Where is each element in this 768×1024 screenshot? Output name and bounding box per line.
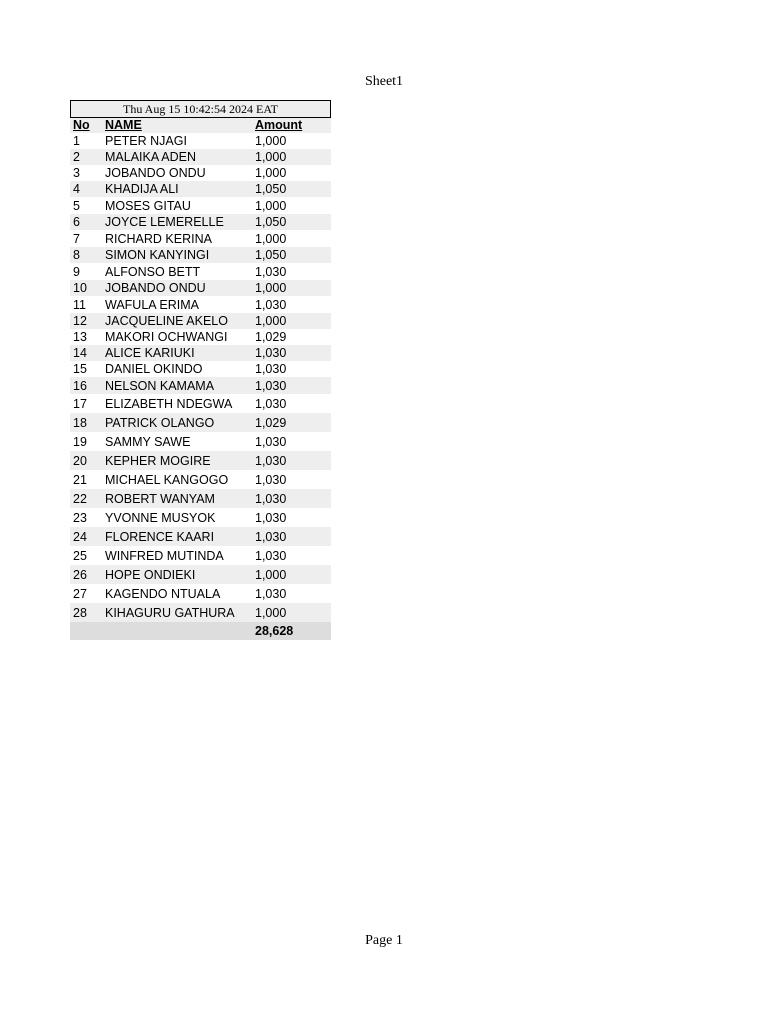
row-name-cell: ALICE KARIUKI [102,345,252,361]
table-row [70,345,331,361]
row-name-cell: MICHAEL KANGOGO [105,472,229,487]
row-amount-cell: 1,030 [255,362,287,376]
row-name-cell: PETER NJAGI [105,134,187,148]
row-amount-cell: 1,000 [255,198,287,213]
row-amount-cell: 1,030 [252,345,331,361]
row-name-cell: KHADIJA ALI [102,181,252,197]
timestamp-cell: Thu Aug 15 10:42:54 2024 EAT [70,100,331,118]
row-amount-cell: 1,000 [252,313,331,329]
table-row [70,133,331,149]
row-amount-cell: 1,000 [252,280,331,296]
table-body [70,133,331,622]
row-number-cell: 25 [73,548,87,563]
total-blank-cell [102,622,252,640]
row-name-cell: MOSES GITAU [105,198,191,213]
row-number-cell: 8 [70,247,102,263]
table-row [70,214,331,230]
table-row [70,527,331,546]
row-number-cell: 22 [70,489,102,508]
row-number-cell: 28 [70,603,102,622]
row-amount-cell: 1,000 [255,134,287,148]
table-row [70,165,331,181]
row-name-cell: JOYCE LEMERELLE [102,214,252,230]
row-name-cell: JOBANDO ONDU [105,166,206,180]
row-number-cell: 19 [73,434,87,449]
total-row [70,622,331,640]
row-number-cell: 18 [70,413,102,432]
row-amount-cell: 1,030 [255,586,287,601]
row-number-cell: 6 [70,214,102,230]
table-row [70,470,331,489]
row-name-cell: KIHAGURU GATHURA [102,603,252,622]
row-number-cell: 5 [73,198,80,213]
row-amount-cell: 1,030 [252,489,331,508]
row-name-cell: KAGENDO NTUALA [105,586,221,601]
row-name-cell: ALFONSO BETT [105,264,201,279]
row-number-cell: 12 [70,313,102,329]
row-amount-cell: 1,030 [252,451,331,470]
row-number-cell: 3 [73,166,80,180]
table-row [70,247,331,263]
row-name-cell: SIMON KANYINGI [102,247,252,263]
row-number-cell: 13 [73,330,87,344]
row-amount-cell: 1,000 [255,231,287,246]
row-number-cell: 20 [70,451,102,470]
row-amount-cell: 1,030 [255,548,287,563]
row-amount-cell: 1,050 [252,214,331,230]
table-row [70,197,331,214]
row-number-cell: 24 [70,527,102,546]
row-name-cell: NELSON KAMAMA [102,377,252,394]
table-row [70,394,331,413]
row-number-cell: 10 [70,280,102,296]
row-number-cell: 4 [70,181,102,197]
column-header-amount: Amount [252,118,331,133]
row-number-cell: 9 [73,264,80,279]
table-row [70,361,331,377]
column-header-no: No [70,118,102,133]
row-amount-cell: 1,050 [252,247,331,263]
row-amount-cell: 1,029 [255,330,287,344]
table-row [70,584,331,603]
column-header-name: NAME [102,118,252,133]
row-number-cell: 15 [73,362,87,376]
row-number-cell: 23 [73,510,87,525]
table-row [70,230,331,247]
row-amount-cell: 1,029 [252,413,331,432]
row-number-cell: 2 [70,149,102,165]
row-name-cell: RICHARD KERINA [105,231,212,246]
row-number-cell: 14 [70,345,102,361]
table-row [70,280,331,296]
row-name-cell: ROBERT WANYAM [102,489,252,508]
row-amount-cell: 1,000 [252,603,331,622]
table-row [70,181,331,197]
sheet-title: Sheet1 [364,74,404,89]
table-row [70,508,331,527]
row-name-cell: SAMMY SAWE [105,434,191,449]
row-name-cell: FLORENCE KAARI [102,527,252,546]
table-row [70,451,331,470]
row-name-cell: JOBANDO ONDU [102,280,252,296]
row-number-cell: 11 [73,297,86,312]
row-amount-cell: 1,030 [255,297,287,312]
row-number-cell: 27 [73,586,87,601]
table-row [70,296,331,313]
table-row [70,546,331,565]
row-name-cell: MAKORI OCHWANGI [105,330,228,344]
row-number-cell: 7 [73,231,80,246]
row-amount-cell: 1,000 [252,565,331,584]
row-amount-cell: 1,030 [252,527,331,546]
row-amount-cell: 1,030 [255,264,287,279]
row-amount-cell: 1,000 [252,149,331,165]
spreadsheet [70,100,331,640]
table-row [70,329,331,345]
row-amount-cell: 1,000 [255,166,287,180]
total-blank-cell [70,622,102,640]
row-amount-cell: 1,030 [252,377,331,394]
row-amount-cell: 1,050 [252,181,331,197]
row-number-cell: 16 [70,377,102,394]
row-name-cell: WAFULA ERIMA [105,297,199,312]
header-row [70,118,331,133]
table-row [70,263,331,280]
table-row [70,377,331,394]
row-amount-cell: 1,030 [255,434,287,449]
row-name-cell: WINFRED MUTINDA [105,548,224,563]
row-name-cell: MALAIKA ADEN [102,149,252,165]
table-row [70,432,331,451]
row-number-cell: 1 [73,134,80,148]
row-name-cell: KEPHER MOGIRE [102,451,252,470]
row-name-cell: ELIZABETH NDEGWA [105,396,233,411]
page-number: Page 1 [365,933,403,948]
row-name-cell: PATRICK OLANGO [102,413,252,432]
row-number-cell: 26 [70,565,102,584]
table-row [70,565,331,584]
table-row [70,413,331,432]
row-amount-cell: 1,030 [255,510,287,525]
table-row [70,489,331,508]
row-number-cell: 17 [73,396,87,411]
row-name-cell: DANIEL OKINDO [105,362,203,376]
row-amount-cell: 1,030 [255,472,287,487]
data-table [70,118,331,640]
table-row [70,313,331,329]
row-amount-cell: 1,030 [255,396,287,411]
row-name-cell: HOPE ONDIEKI [102,565,252,584]
row-name-cell: YVONNE MUSYOK [105,510,216,525]
row-name-cell: JACQUELINE AKELO [102,313,252,329]
row-number-cell: 21 [73,472,87,487]
table-row [70,603,331,622]
total-amount: 28,628 [252,622,331,640]
table-row [70,149,331,165]
